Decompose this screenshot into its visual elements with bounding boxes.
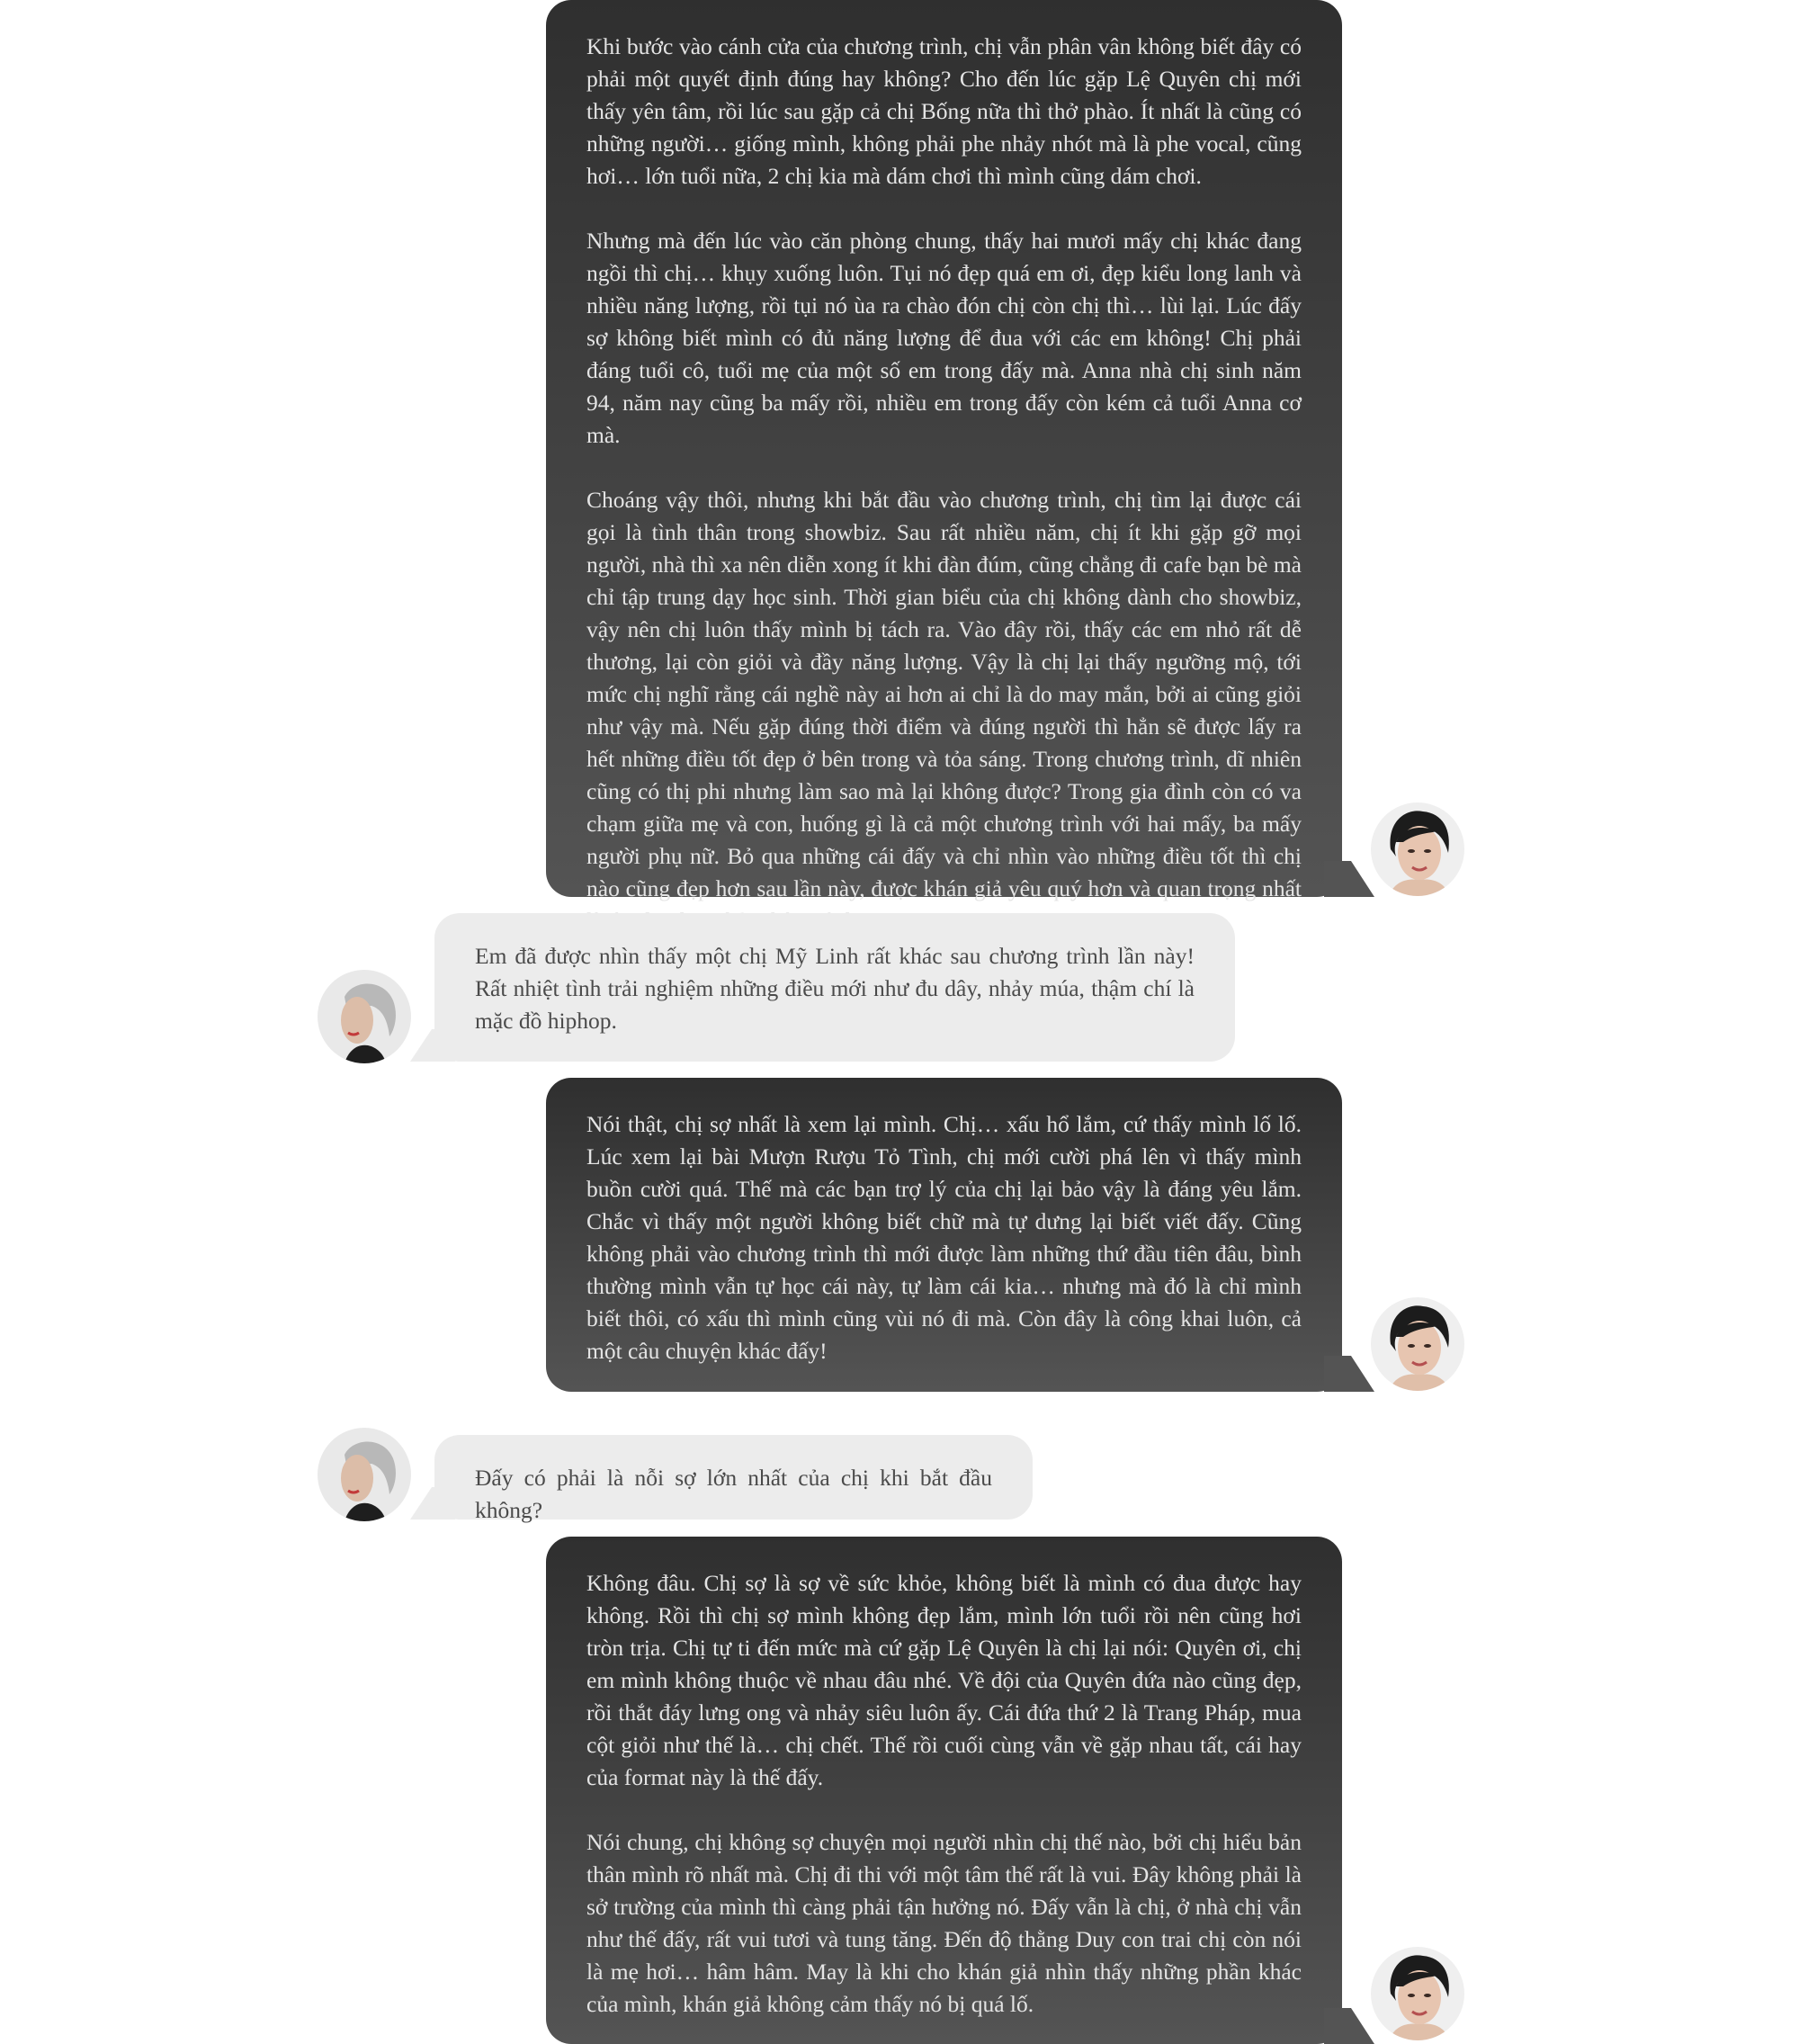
message-paragraph: Đấy có phải là nỗi sợ lớn nhất của chị khi bắt đầu không? bbox=[475, 1465, 992, 1523]
message-bubble-my-linh-3 bbox=[546, 1537, 1342, 2044]
message-bubble-interviewer-1 bbox=[434, 913, 1235, 1062]
message-bubble-my-linh-1 bbox=[546, 0, 1342, 901]
bubble-tail bbox=[410, 1487, 455, 1520]
message-paragraph: Nói chung, chị không sợ chuyện mọi người nhìn chị thế nào, bởi chị hiểu bản thân mình rõ nhất mà. Chị đi thi với một tâm thế rất là vui. Đây không phải là sở trường của mình thì càng phải tận hưởng nó. Đấy vẫn là chị, ở nhà chị vẫn như thế đấy, rất vui tươi và tung tăng. Đến độ thằng Duy con trai chị còn nói là mẹ hơi… hâm hâm. May là khi cho khán giả nhìn thấy những phần khác của mình, khán giả không cảm thấy nó bị quá lố. bbox=[586, 1829, 1302, 2017]
message-paragraph: Khi bước vào cánh cửa của chương trình, chị vẫn phân vân không biết đây có phải một quyết định đúng hay không? Cho đến lúc gặp Lệ Quyên chị mới thấy yên tâm, rồi lúc sau gặp cả chị Bống nữa thì thở phào. Ít nhất là cũng có những người… giống mình, không phải phe nhảy nhót mà là phe vocal, cũng hơi… lớn tuổi nữa, 2 chị kia mà dám chơi thì mình cũng dám chơi. bbox=[586, 33, 1302, 189]
bubble-tail bbox=[410, 1029, 455, 1062]
message-paragraph: Nói thật, chị sợ nhất là xem lại mình. Chị… xấu hổ lắm, cứ thấy mình lố lố. Lúc xem lại bài Mượn Rượu Tỏ Tình, chị mới cười phá lên vì thấy mình buồn cười quá. Thế mà các bạn trợ lý của chị lại bảo vậy là đáng yêu lắm. Chắc vì thấy một người không biết chữ mà tự dưng lại biết viết đấy. Cũng không phải vào chương trình thì mới được làm những thứ đầu tiên đâu, bình thường mình vẫn tự học cái này, tự làm cái kia… nhưng mà đó là chỉ mình biết thôi, có xấu thì mình cũng vùi nó đi mà. Còn đây là công khai luôn, cả một câu chuyện khác đấy! bbox=[586, 1111, 1302, 1364]
bubble-tail bbox=[1324, 861, 1374, 897]
my-linh-avatar bbox=[1371, 802, 1464, 896]
message-bubble-my-linh-2 bbox=[546, 1078, 1342, 1392]
my-linh-avatar bbox=[1371, 1297, 1464, 1391]
message-paragraph: Không đâu. Chị sợ là sợ về sức khỏe, không biết là mình có đua được hay không. Rồi thì chị sợ mình không đẹp lắm, mình lớn tuổi rồi nên cũng hơi tròn trịa. Chị tự ti đến mức mà cứ gặp Lệ Quyên là chị lại nói: Quyên ơi, chị em mình không thuộc về nhau đâu nhé. Về đội của Quyên đứa nào cũng đẹp, rồi thắt đáy lưng ong và nhảy siêu luôn ấy. Cái đứa thứ 2 là Trang Pháp, mua cột giỏi như thế là… chị chết. Thế rồi cuối cùng vẫn về gặp nhau tất, cái hay của format này là thế đấy. bbox=[586, 1570, 1302, 1790]
interviewer-avatar bbox=[318, 970, 411, 1063]
message-paragraph: Em đã được nhìn thấy một chị Mỹ Linh rất khác sau chương trình lần này! Rất nhiệt tình trải nghiệm những điều mới như đu dây, nhảy múa, thậm chí là mặc đồ hiphop. bbox=[475, 943, 1195, 1034]
message-paragraph: Choáng vậy thôi, nhưng khi bắt đầu vào chương trình, chị tìm lại được cái gọi là tình thân trong showbiz. Sau rất nhiều năm, chị ít khi gặp gỡ mọi người, nhà thì xa nên diễn xong ít khi đàn đúm, cũng chẳng đi cafe bạn bè mà chỉ tập trung dạy học sinh. Thời gian biểu của chị không dành cho showbiz, vậy nên chị luôn thấy mình bị tách ra. Vào đây rồi, thấy các em nhỏ rất dễ thương, lại còn giỏi và đầy năng lượng. Vậy là chị lại thấy ngưỡng mộ, tới mức chị nghĩ rằng cái nghề này ai hơn ai chỉ là do may mắn, bởi ai cũng giỏi như vậy mà. Nếu gặp đúng thời điểm và đúng người thì hẳn sẽ được lấy ra hết những điều tốt đẹp ở bên trong và tỏa sáng. Trong chương trình, dĩ nhiên cũng có thị phi nhưng làm sao mà lại không được? Trong gia đình còn có va chạm giữa mẹ và con, huống gì là cả một chương trình với hai mấy, ba mấy người phụ nữ. Bỏ qua những cái đấy và chỉ nhìn vào những điều tốt thì chị nào cũng đẹp hơn sau lần này, được khán giả yêu quý hơn và quan trọng nhất bbox=[586, 487, 1302, 901]
message-paragraph: Nhưng mà đến lúc vào căn phòng chung, thấy hai mươi mấy chị khác đang ngồi thì chị… khụy xuống luôn. Tụi nó đẹp quá em ơi, đẹp kiểu long lanh và nhiều năng lượng, rồi tụi nó ùa ra chào đón chị còn chị thì… lùi lại. Lúc đấy sợ không biết mình có đủ năng lượng để đua với các em không! Chị phải đáng tuổi cô, tuổi mẹ của một số em trong đấy mà. Anna nhà chị sinh năm 94, năm nay cũng ba mấy rồi, nhiều em trong đấy còn kém cả tuổi Anna cơ mà. bbox=[586, 228, 1302, 448]
interviewer-avatar bbox=[318, 1428, 411, 1521]
message-bubble-interviewer-2 bbox=[434, 1435, 1033, 1523]
bubble-tail bbox=[1324, 2008, 1374, 2044]
bubble-tail bbox=[1324, 1356, 1374, 1392]
my-linh-avatar bbox=[1371, 1947, 1464, 2040]
